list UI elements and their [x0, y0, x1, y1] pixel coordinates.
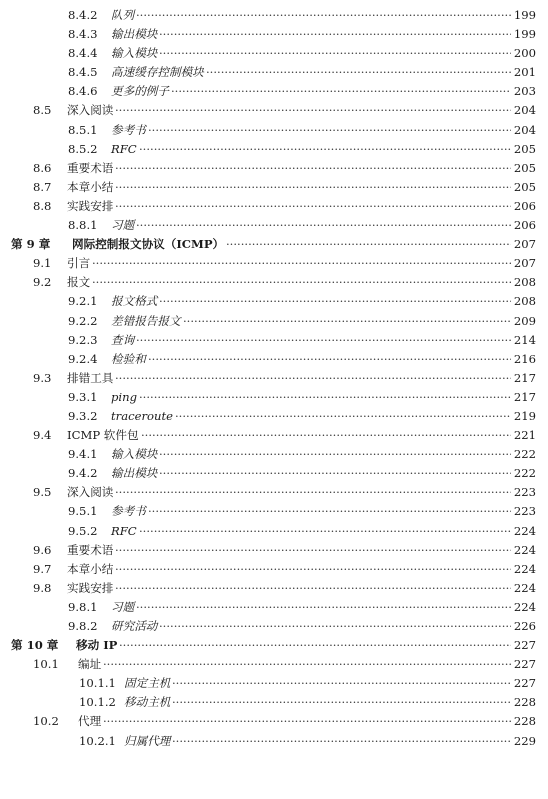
toc-page-number: 224	[511, 522, 536, 541]
dot-leader	[136, 598, 524, 617]
toc-page-number: 199	[511, 25, 536, 44]
toc-entry-number: 9.2.2	[68, 313, 98, 328]
toc-entry-number: 10.1.1	[79, 676, 116, 691]
toc-entry-number: 9.4.1	[68, 447, 98, 462]
toc-section-row	[0, 579, 548, 598]
dot-leader	[139, 140, 524, 159]
toc-page-number: 227	[511, 655, 536, 674]
dot-leader	[172, 693, 524, 712]
toc-entry-title: 重要术语	[67, 541, 114, 560]
toc-section-row	[0, 655, 548, 674]
toc-entry-number: 8.5	[33, 103, 52, 118]
toc-page-number: 206	[511, 216, 536, 235]
toc-entry-title: 习题	[111, 598, 135, 617]
toc-entry-title: 输出模块	[111, 464, 158, 483]
dot-leader	[226, 235, 524, 254]
toc-subsection-row	[0, 388, 548, 407]
toc-page-number: 226	[511, 617, 536, 636]
toc-entry-number: 8.4.3	[68, 27, 98, 42]
toc-entry-number: 8.5.2	[68, 141, 98, 156]
toc-entry-number: 第 9 章	[11, 237, 51, 252]
dot-leader	[139, 522, 524, 541]
toc-entry-title: 研究活动	[111, 617, 158, 636]
toc-entry-number: 9.7	[33, 561, 52, 576]
toc-page-number: 205	[511, 159, 536, 178]
toc-entry-title: 编址	[78, 655, 102, 674]
toc-subsection-row	[0, 445, 548, 464]
dot-leader	[171, 82, 524, 101]
dot-leader	[119, 636, 524, 655]
toc-entry-number: 9.1	[33, 256, 52, 271]
toc-page-number: 201	[511, 63, 536, 82]
toc-entry-title: 移动 IP	[76, 636, 118, 655]
toc-entry-number: 9.8.1	[68, 599, 98, 614]
toc-page-number: 228	[511, 693, 536, 712]
toc-entry-number: 9.5.2	[68, 523, 98, 538]
toc-entry-number: 9.2.4	[68, 351, 98, 366]
table-of-contents	[0, 6, 548, 751]
dot-leader	[183, 312, 524, 331]
dot-leader	[103, 712, 524, 731]
toc-entry-title: 高速缓存控制模块	[111, 63, 205, 82]
dot-leader	[159, 445, 524, 464]
toc-entry-title: 输入模块	[111, 445, 158, 464]
toc-subsection-row	[0, 216, 548, 235]
toc-page-number: 224	[511, 541, 536, 560]
toc-entry-number: 8.4.2	[68, 8, 98, 22]
toc-subsection-row	[0, 312, 548, 331]
toc-subsection-row	[0, 292, 548, 311]
toc-section-row	[0, 101, 548, 120]
toc-entry-title: 习题	[111, 216, 135, 235]
toc-entry-title: 本章小结	[67, 560, 114, 579]
toc-entry-title: 深入阅读	[67, 483, 114, 502]
toc-entry-number: 9.5	[33, 485, 52, 500]
toc-entry-number: 8.8	[33, 198, 52, 213]
toc-entry-number: 第 10 章	[11, 638, 59, 653]
toc-subsection-row	[0, 502, 548, 521]
toc-entry-title: 移动主机	[124, 693, 171, 712]
dot-leader	[159, 292, 524, 311]
toc-page-number: 204	[511, 121, 536, 140]
dot-leader	[115, 197, 524, 216]
toc-page-number: 224	[511, 579, 536, 598]
toc-subsection-row	[0, 140, 548, 159]
dot-leader	[115, 541, 524, 560]
toc-page-number: 221	[511, 426, 536, 445]
toc-subsection-row	[0, 6, 548, 25]
toc-page-number: 208	[511, 292, 536, 311]
toc-entry-number: 10.2.1	[79, 733, 116, 748]
toc-entry-title: 实践安排	[67, 579, 114, 598]
toc-entry-number: 8.6	[33, 160, 52, 175]
toc-entry-title: 差错报告报文	[111, 312, 182, 331]
toc-section-row	[0, 178, 548, 197]
toc-entry-number: 10.2	[33, 714, 59, 729]
toc-subsection-row	[0, 121, 548, 140]
dot-leader	[175, 407, 524, 426]
dot-leader	[92, 254, 524, 273]
toc-entry-number: 9.8.2	[68, 619, 98, 633]
toc-entry-title: 报文	[67, 273, 91, 292]
toc-entry-number: 8.4.4	[68, 46, 98, 61]
dot-leader	[172, 674, 524, 693]
toc-page-number: 214	[511, 331, 536, 350]
toc-entry-title: 归属代理	[124, 732, 171, 751]
toc-page-number: 204	[511, 101, 536, 120]
toc-section-row	[0, 426, 548, 445]
toc-entry-title: 参考书	[111, 502, 147, 521]
dot-leader	[136, 216, 524, 235]
dot-leader	[136, 331, 524, 350]
toc-chapter-row	[0, 636, 548, 655]
toc-entry-number: 8.4.6	[68, 84, 98, 99]
toc-entry-number: 8.5.1	[68, 122, 98, 137]
dot-leader	[159, 464, 524, 483]
toc-subsection-row	[0, 598, 548, 617]
dot-leader	[136, 6, 524, 25]
dot-leader	[115, 483, 524, 502]
dot-leader	[115, 159, 524, 178]
toc-page-number: 206	[511, 197, 536, 216]
toc-entry-number: 9.5.1	[68, 504, 98, 519]
dot-leader	[148, 121, 524, 140]
toc-subsection-row	[0, 25, 548, 44]
toc-subsection-row	[0, 350, 548, 369]
toc-entry-title: traceroute	[111, 407, 174, 426]
toc-page-number: 227	[511, 674, 536, 693]
toc-page-number: 217	[511, 369, 536, 388]
toc-section-row	[0, 197, 548, 216]
toc-entry-title: 实践安排	[67, 197, 114, 216]
toc-entry-number: 9.2	[33, 275, 52, 290]
toc-subsection-row	[0, 522, 548, 541]
toc-section-row	[0, 712, 548, 731]
dot-leader	[141, 426, 524, 445]
toc-subsection-row	[0, 693, 548, 712]
toc-entry-title: 报文格式	[111, 292, 158, 311]
toc-page-number: 199	[511, 6, 536, 25]
dot-leader	[139, 388, 524, 407]
toc-entry-title: ICMP 软件包	[67, 426, 140, 445]
dot-leader	[206, 63, 524, 82]
dot-leader	[115, 178, 524, 197]
toc-chapter-row	[0, 235, 548, 254]
dot-leader	[172, 732, 524, 751]
toc-subsection-row	[0, 617, 548, 636]
dot-leader	[115, 579, 524, 598]
dot-leader	[148, 502, 524, 521]
toc-page-number: 207	[511, 254, 536, 273]
toc-section-row	[0, 254, 548, 273]
toc-entry-number: 8.4.5	[68, 65, 98, 80]
toc-entry-number: 9.2.1	[68, 294, 98, 309]
toc-entry-title: 排错工具	[67, 369, 114, 388]
toc-entry-title: ping	[111, 388, 138, 407]
dot-leader	[159, 25, 524, 44]
toc-subsection-row	[0, 331, 548, 350]
toc-entry-number: 8.8.1	[68, 218, 98, 233]
toc-subsection-row	[0, 464, 548, 483]
toc-page-number: 209	[511, 312, 536, 331]
toc-page-number: 223	[511, 502, 536, 521]
toc-entry-number: 9.4.2	[68, 466, 98, 481]
toc-entry-number: 9.3.1	[68, 389, 98, 404]
toc-page-number: 222	[511, 464, 536, 483]
toc-page-number: 205	[511, 178, 536, 197]
toc-entry-title: 输入模块	[111, 44, 158, 63]
dot-leader	[159, 44, 524, 63]
toc-page-number: 217	[511, 388, 536, 407]
toc-entry-number: 9.8	[33, 580, 52, 595]
dot-leader	[115, 369, 524, 388]
toc-entry-title: 引言	[67, 254, 91, 273]
toc-section-row	[0, 369, 548, 388]
toc-section-row	[0, 159, 548, 178]
toc-page-number: 207	[511, 235, 536, 254]
toc-entry-title: 更多的例子	[111, 82, 170, 101]
toc-page-number: 228	[511, 712, 536, 731]
toc-entry-number: 9.3.2	[68, 408, 98, 423]
toc-subsection-row	[0, 82, 548, 101]
toc-entry-title: 查询	[111, 331, 135, 350]
toc-section-row	[0, 560, 548, 579]
toc-entry-number: 9.6	[33, 542, 52, 557]
dot-leader	[159, 617, 524, 636]
dot-leader	[103, 655, 524, 674]
toc-page-number: 219	[511, 407, 536, 426]
toc-page-number: 205	[511, 140, 536, 159]
toc-entry-title: 参考书	[111, 121, 147, 140]
toc-entry-title: 输出模块	[111, 25, 158, 44]
toc-entry-number: 10.1.2	[79, 695, 116, 710]
toc-subsection-row	[0, 44, 548, 63]
toc-page-number: 224	[511, 560, 536, 579]
toc-entry-title: RFC	[111, 140, 138, 159]
toc-entry-title: 固定主机	[124, 674, 171, 693]
toc-page-number: 227	[511, 636, 536, 655]
toc-page-number: 222	[511, 445, 536, 464]
toc-page-number: 208	[511, 273, 536, 292]
toc-subsection-row	[0, 63, 548, 82]
toc-entry-title: 检验和	[111, 350, 147, 369]
dot-leader	[92, 273, 524, 292]
toc-section-row	[0, 483, 548, 502]
toc-entry-title: 深入阅读	[67, 101, 114, 120]
toc-entry-title: 重要术语	[67, 159, 114, 178]
toc-entry-number: 9.2.3	[68, 332, 98, 347]
toc-entry-number: 9.3	[33, 370, 52, 385]
toc-page-number: 223	[511, 483, 536, 502]
dot-leader	[115, 560, 524, 579]
toc-page-number: 203	[511, 82, 536, 101]
toc-page-number: 224	[511, 598, 536, 617]
toc-page-number: 229	[511, 732, 536, 751]
toc-subsection-row	[0, 674, 548, 693]
dot-leader	[115, 101, 524, 120]
toc-page-number: 200	[511, 44, 536, 63]
toc-entry-title: RFC	[111, 522, 138, 541]
toc-entry-title: 本章小结	[67, 178, 114, 197]
toc-entry-title: 代理	[78, 712, 102, 731]
toc-entry-number: 8.7	[33, 179, 52, 194]
toc-entry-number: 10.1	[33, 657, 59, 672]
toc-entry-number: 9.4	[33, 428, 52, 443]
dot-leader	[148, 350, 524, 369]
toc-page-number: 216	[511, 350, 536, 369]
toc-section-row	[0, 273, 548, 292]
toc-entry-title: 队列	[111, 6, 135, 25]
toc-section-row	[0, 541, 548, 560]
toc-subsection-row	[0, 407, 548, 426]
toc-subsection-row	[0, 732, 548, 751]
toc-entry-title: 网际控制报文协议（ICMP）	[72, 235, 225, 254]
